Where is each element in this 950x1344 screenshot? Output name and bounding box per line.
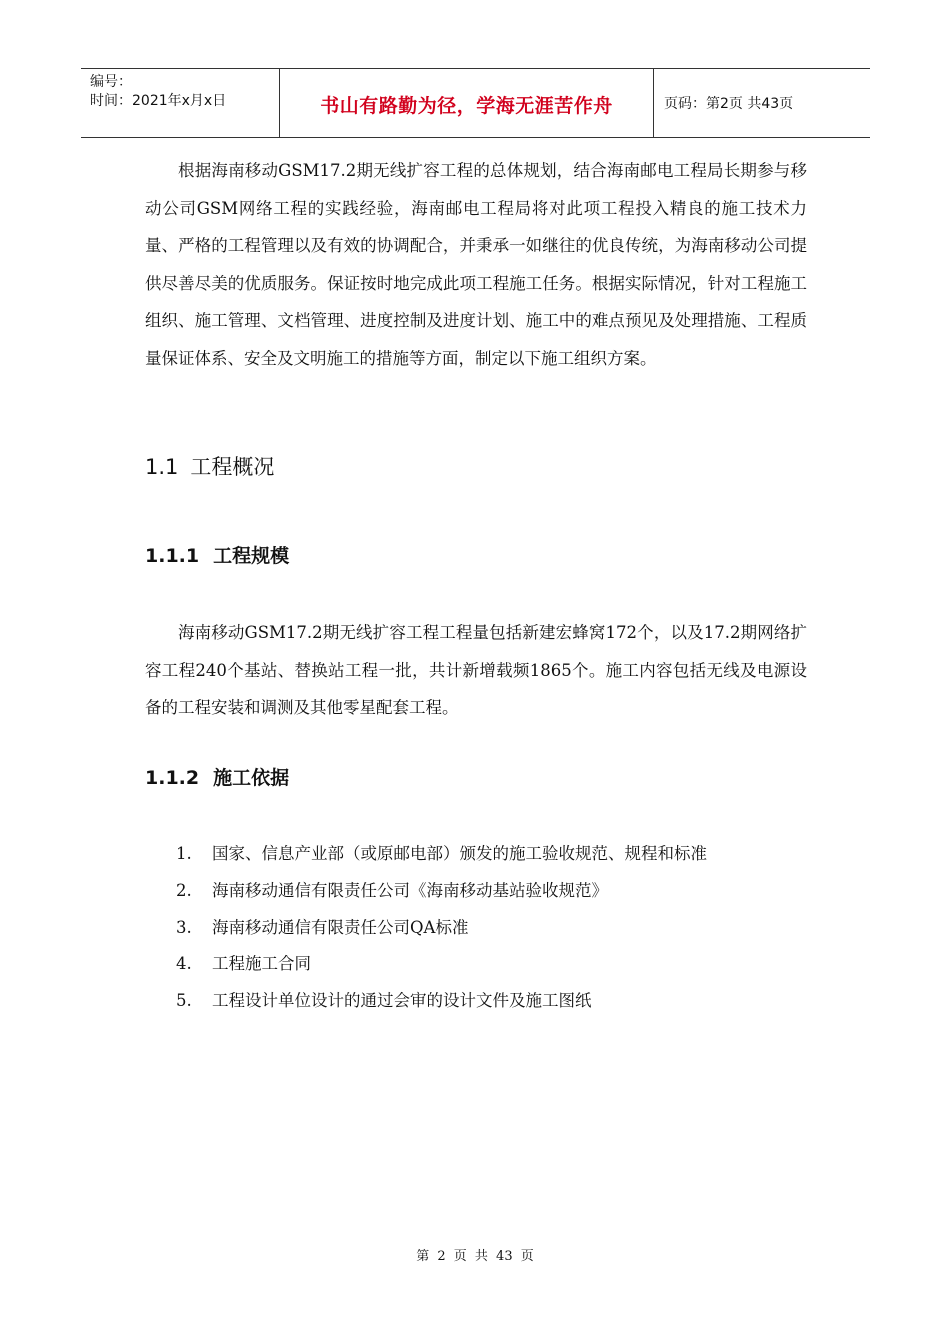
list-item (176, 912, 816, 949)
header-motto-cell (280, 69, 654, 137)
list-index: 2. (176, 880, 192, 900)
list-item (176, 875, 816, 912)
list-index: 1. (176, 844, 192, 863)
list-text: 工程施工合同 (212, 954, 311, 974)
list-index: 5. (176, 991, 192, 1011)
section-title: 工程规模 (213, 545, 290, 567)
page-header (81, 68, 870, 138)
doc-number-label: 编号： (90, 74, 132, 90)
intro-text: 根据海南移动GSM17.2期无线扩容工程的总体规划，结合海南邮电工程局长期参与移动公司GSM网络工程的实践经验，海南邮电工程局将对此项工程投入精良的施工技术力量、严格的工程管理以及有效的协调配合，并秉承一如继往的优良传统，为海南移动公司提供尽善尽美的优质服务。保证按时地完成此项工程施工任务。根据实际情况，针对工程施工组织、施工管理、文档管理、进度控制及进度计划、施工中的难点预见及处理措施、工程质量保证体系、安全及文明施工的措施等方面，制定以下施工组织方案。 (145, 161, 807, 368)
intro-paragraph (145, 152, 807, 378)
scale-paragraph (145, 614, 807, 727)
list-index: 4. (176, 954, 192, 974)
doc-date: 时间：2021年x月x日 (90, 93, 227, 109)
scale-text: 海南移动GSM17.2期无线扩容工程工程量包括新建宏蜂窝172个，以及17.2期网络扩容工程240个基站、替换站工程一批，共计新增载频1865个。施工内容包括无线及电源设备的工程安装和调测及其他零星配套工程。 (145, 623, 807, 718)
list-item (176, 948, 816, 985)
section-heading-1-1-2 (145, 763, 289, 790)
section-heading-1-1 (145, 451, 274, 481)
page-footer: 第 2 页 共 43 页 (416, 1249, 534, 1264)
list-item (176, 985, 816, 1022)
section-number: 1.1 (145, 455, 179, 479)
header-motto: 书山有路勤为径，学海无涯苦作舟 (320, 94, 613, 117)
list-index: 3. (176, 917, 192, 937)
section-title: 施工依据 (213, 767, 290, 789)
list-text: 工程设计单位设计的通过会审的设计文件及施工图纸 (212, 991, 592, 1011)
section-number: 1.1.2 (145, 767, 200, 789)
section-number: 1.1.1 (145, 545, 200, 567)
list-text: 国家、信息产业部（或原邮电部）颁发的施工验收规范、规程和标准 (212, 844, 707, 863)
basis-list (176, 838, 816, 1022)
list-text: 海南移动通信有限责任公司《海南移动基站验收规范》 (212, 880, 608, 900)
list-item (176, 838, 816, 875)
header-meta (81, 69, 280, 137)
list-text: 海南移动通信有限责任公司QA标准 (212, 917, 469, 937)
section-heading-1-1-1 (145, 541, 289, 568)
header-page-info: 页码：第2页 共43页 (664, 96, 794, 112)
section-title: 工程概况 (190, 455, 275, 479)
